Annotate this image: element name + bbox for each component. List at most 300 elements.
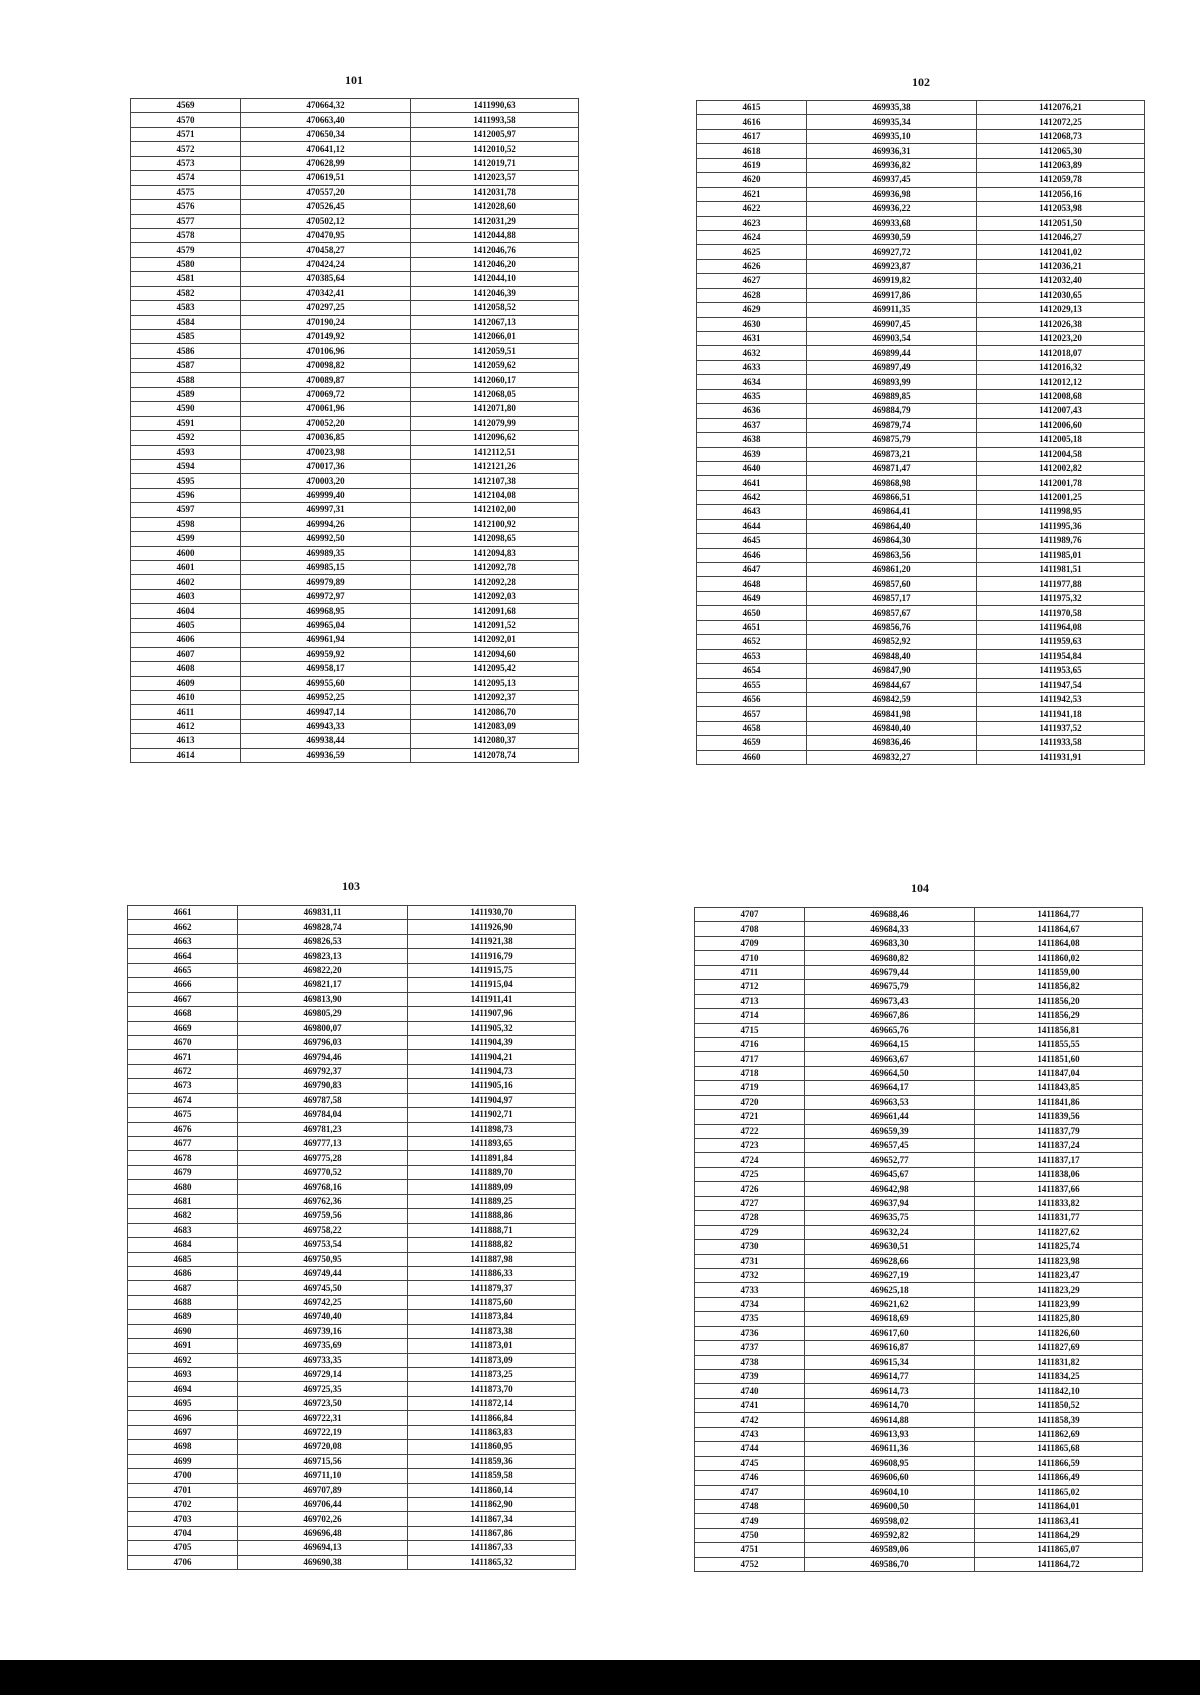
point-number-cell: 4610 (131, 690, 241, 704)
table-row (131, 228, 579, 242)
table-row (695, 1268, 1143, 1282)
y-coordinate-cell: 1411904,97 (408, 1093, 576, 1107)
point-number-cell: 4685 (128, 1252, 238, 1266)
point-number-cell: 4607 (131, 647, 241, 661)
point-number-cell: 4636 (697, 404, 807, 418)
point-number-cell: 4638 (697, 433, 807, 447)
table-row (128, 920, 576, 934)
point-number-cell: 4621 (697, 187, 807, 201)
table-row (128, 1324, 576, 1338)
y-coordinate-cell: 1411865,07 (975, 1543, 1143, 1557)
x-coordinate-cell: 469777,13 (238, 1137, 408, 1151)
point-number-cell: 4652 (697, 635, 807, 649)
y-coordinate-cell: 1411872,14 (408, 1396, 576, 1410)
table-row (697, 303, 1145, 317)
point-number-cell: 4590 (131, 402, 241, 416)
point-number-cell: 4711 (695, 965, 805, 979)
table-row (695, 1442, 1143, 1456)
y-coordinate-cell: 1411860,14 (408, 1483, 576, 1497)
y-coordinate-cell: 1411889,70 (408, 1165, 576, 1179)
x-coordinate-cell: 469770,52 (238, 1165, 408, 1179)
x-coordinate-cell: 469723,50 (238, 1396, 408, 1410)
point-number-cell: 4734 (695, 1297, 805, 1311)
point-number-cell: 4611 (131, 705, 241, 719)
table-row (128, 1238, 576, 1252)
table-row (695, 1066, 1143, 1080)
x-coordinate-cell: 469784,04 (238, 1108, 408, 1122)
x-coordinate-cell: 469935,38 (807, 101, 977, 115)
x-coordinate-cell: 470149,92 (241, 330, 411, 344)
table-row (697, 389, 1145, 403)
table-row (128, 949, 576, 963)
y-coordinate-cell: 1411864,29 (975, 1528, 1143, 1542)
point-number-cell: 4709 (695, 936, 805, 950)
table-row (131, 416, 579, 430)
point-number-cell: 4674 (128, 1093, 238, 1107)
y-coordinate-cell: 1411915,75 (408, 963, 576, 977)
x-coordinate-cell: 469999,40 (241, 488, 411, 502)
table-row (695, 1499, 1143, 1513)
x-coordinate-cell: 469663,67 (805, 1052, 975, 1066)
y-coordinate-cell: 1411831,82 (975, 1355, 1143, 1369)
y-coordinate-cell: 1411865,32 (408, 1555, 576, 1569)
x-coordinate-cell: 469759,56 (238, 1209, 408, 1223)
y-coordinate-cell: 1412102,00 (411, 503, 579, 517)
table-row (131, 373, 579, 387)
x-coordinate-cell: 469635,75 (805, 1211, 975, 1225)
x-coordinate-cell: 469826,53 (238, 934, 408, 948)
point-number-cell: 4574 (131, 171, 241, 185)
point-number-cell: 4577 (131, 214, 241, 228)
point-number-cell: 4667 (128, 992, 238, 1006)
y-coordinate-cell: 1411839,56 (975, 1110, 1143, 1124)
point-number-cell: 4656 (697, 692, 807, 706)
x-coordinate-cell: 470190,24 (241, 315, 411, 329)
x-coordinate-cell: 469684,33 (805, 922, 975, 936)
x-coordinate-cell: 469664,50 (805, 1066, 975, 1080)
point-number-cell: 4751 (695, 1543, 805, 1557)
y-coordinate-cell: 1412063,89 (977, 158, 1145, 172)
x-coordinate-cell: 469600,50 (805, 1499, 975, 1513)
y-coordinate-cell: 1412098,65 (411, 532, 579, 546)
table-row (695, 922, 1143, 936)
y-coordinate-cell: 1411867,86 (408, 1526, 576, 1540)
x-coordinate-cell: 469614,77 (805, 1370, 975, 1384)
point-number-cell: 4698 (128, 1440, 238, 1454)
table-row (128, 992, 576, 1006)
point-number-cell: 4647 (697, 563, 807, 577)
table-row (128, 1079, 576, 1093)
table-row (128, 1483, 576, 1497)
table-row (131, 575, 579, 589)
x-coordinate-cell: 469675,79 (805, 980, 975, 994)
x-coordinate-cell: 469664,17 (805, 1081, 975, 1095)
point-number-cell: 4602 (131, 575, 241, 589)
x-coordinate-cell: 469679,44 (805, 965, 975, 979)
y-coordinate-cell: 1411850,52 (975, 1398, 1143, 1412)
point-number-cell: 4623 (697, 216, 807, 230)
table-row (695, 1196, 1143, 1210)
x-coordinate-cell: 469702,26 (238, 1512, 408, 1526)
x-coordinate-cell: 469930,59 (807, 230, 977, 244)
table-row (131, 142, 579, 156)
y-coordinate-cell: 1412041,02 (977, 245, 1145, 259)
table-row (697, 216, 1145, 230)
table-row (131, 690, 579, 704)
x-coordinate-cell: 469617,60 (805, 1326, 975, 1340)
table-row (131, 257, 579, 271)
y-coordinate-cell: 1412072,25 (977, 115, 1145, 129)
y-coordinate-cell: 1411941,18 (977, 707, 1145, 721)
point-number-cell: 4624 (697, 230, 807, 244)
x-coordinate-cell: 470650,34 (241, 127, 411, 141)
x-coordinate-cell: 469659,39 (805, 1124, 975, 1138)
table-row (697, 129, 1145, 143)
table-row (697, 577, 1145, 591)
table-row (697, 332, 1145, 346)
y-coordinate-cell: 1411862,69 (975, 1427, 1143, 1441)
x-coordinate-cell: 470017,36 (241, 459, 411, 473)
table-row (697, 360, 1145, 374)
y-coordinate-cell: 1411825,74 (975, 1240, 1143, 1254)
x-coordinate-cell: 469997,31 (241, 503, 411, 517)
x-coordinate-cell: 469889,85 (807, 389, 977, 403)
x-coordinate-cell: 470502,12 (241, 214, 411, 228)
point-number-cell: 4737 (695, 1341, 805, 1355)
table-row (695, 1384, 1143, 1398)
y-coordinate-cell: 1411889,25 (408, 1194, 576, 1208)
point-number-cell: 4729 (695, 1225, 805, 1239)
point-number-cell: 4569 (131, 99, 241, 113)
table-row (128, 1382, 576, 1396)
x-coordinate-cell: 470424,24 (241, 257, 411, 271)
point-number-cell: 4635 (697, 389, 807, 403)
x-coordinate-cell: 469627,19 (805, 1268, 975, 1282)
y-coordinate-cell: 1412092,78 (411, 561, 579, 575)
table-row (695, 908, 1143, 922)
point-number-cell: 4666 (128, 978, 238, 992)
y-coordinate-cell: 1412012,12 (977, 375, 1145, 389)
x-coordinate-cell: 469637,94 (805, 1196, 975, 1210)
point-number-cell: 4740 (695, 1384, 805, 1398)
point-number-cell: 4668 (128, 1007, 238, 1021)
y-coordinate-cell: 1412028,60 (411, 200, 579, 214)
y-coordinate-cell: 1412032,40 (977, 274, 1145, 288)
table-row (131, 171, 579, 185)
y-coordinate-cell: 1411862,90 (408, 1497, 576, 1511)
table-row (697, 635, 1145, 649)
table-row (695, 980, 1143, 994)
table-row (697, 433, 1145, 447)
x-coordinate-cell: 469792,37 (238, 1064, 408, 1078)
table-row (695, 1095, 1143, 1109)
table-row (697, 534, 1145, 548)
y-coordinate-cell: 1412121,26 (411, 459, 579, 473)
point-number-cell: 4665 (128, 963, 238, 977)
x-coordinate-cell: 469863,56 (807, 548, 977, 562)
table-row (131, 431, 579, 445)
y-coordinate-cell: 1412051,50 (977, 216, 1145, 230)
x-coordinate-cell: 469680,82 (805, 951, 975, 965)
point-number-cell: 4684 (128, 1238, 238, 1252)
y-coordinate-cell: 1412092,37 (411, 690, 579, 704)
point-number-cell: 4573 (131, 156, 241, 170)
point-number-cell: 4741 (695, 1398, 805, 1412)
y-coordinate-cell: 1412092,01 (411, 633, 579, 647)
point-number-cell: 4712 (695, 980, 805, 994)
table-row (697, 476, 1145, 490)
table-row (131, 503, 579, 517)
y-coordinate-cell: 1411855,55 (975, 1037, 1143, 1051)
x-coordinate-cell: 470052,20 (241, 416, 411, 430)
point-number-cell: 4677 (128, 1137, 238, 1151)
y-coordinate-cell: 1411942,53 (977, 692, 1145, 706)
y-coordinate-cell: 1411977,88 (977, 577, 1145, 591)
x-coordinate-cell: 470023,98 (241, 445, 411, 459)
point-number-cell: 4594 (131, 459, 241, 473)
point-number-cell: 4606 (131, 633, 241, 647)
y-coordinate-cell: 1411893,65 (408, 1137, 576, 1151)
point-number-cell: 4726 (695, 1182, 805, 1196)
y-coordinate-cell: 1411911,41 (408, 992, 576, 1006)
x-coordinate-cell: 469742,25 (238, 1295, 408, 1309)
table-row (128, 1281, 576, 1295)
point-number-cell: 4597 (131, 503, 241, 517)
point-number-cell: 4675 (128, 1108, 238, 1122)
table-row (128, 1122, 576, 1136)
point-number-cell: 4600 (131, 546, 241, 560)
table-row (131, 589, 579, 603)
x-coordinate-cell: 469739,16 (238, 1324, 408, 1338)
table-row (128, 1050, 576, 1064)
point-number-cell: 4591 (131, 416, 241, 430)
y-coordinate-cell: 1412001,25 (977, 490, 1145, 504)
point-number-cell: 4724 (695, 1153, 805, 1167)
y-coordinate-cell: 1412053,98 (977, 202, 1145, 216)
table-row (695, 1355, 1143, 1369)
table-row (131, 459, 579, 473)
x-coordinate-cell: 469745,50 (238, 1281, 408, 1295)
x-coordinate-cell: 469616,87 (805, 1341, 975, 1355)
x-coordinate-cell: 469621,62 (805, 1297, 975, 1311)
table-row (131, 301, 579, 315)
x-coordinate-cell: 469733,35 (238, 1353, 408, 1367)
y-coordinate-cell: 1412078,74 (411, 748, 579, 762)
table-row (695, 1254, 1143, 1268)
y-coordinate-cell: 1411954,84 (977, 649, 1145, 663)
scan-border-band (0, 1660, 1200, 1695)
x-coordinate-cell: 469935,34 (807, 115, 977, 129)
x-coordinate-cell: 469822,20 (238, 963, 408, 977)
point-number-cell: 4653 (697, 649, 807, 663)
table-row (695, 1052, 1143, 1066)
x-coordinate-cell: 469725,35 (238, 1382, 408, 1396)
point-number-cell: 4659 (697, 736, 807, 750)
point-number-cell: 4732 (695, 1268, 805, 1282)
y-coordinate-cell: 1412002,82 (977, 461, 1145, 475)
point-number-cell: 4721 (695, 1110, 805, 1124)
x-coordinate-cell: 469979,89 (241, 575, 411, 589)
y-coordinate-cell: 1412008,68 (977, 389, 1145, 403)
x-coordinate-cell: 469667,86 (805, 1009, 975, 1023)
point-number-cell: 4627 (697, 274, 807, 288)
x-coordinate-cell: 469873,21 (807, 447, 977, 461)
x-coordinate-cell: 469959,92 (241, 647, 411, 661)
point-number-cell: 4703 (128, 1512, 238, 1526)
y-coordinate-cell: 1412059,78 (977, 173, 1145, 187)
point-number-cell: 4682 (128, 1209, 238, 1223)
x-coordinate-cell: 469994,26 (241, 517, 411, 531)
x-coordinate-cell: 469852,92 (807, 635, 977, 649)
y-coordinate-cell: 1411865,02 (975, 1485, 1143, 1499)
point-number-cell: 4714 (695, 1009, 805, 1023)
y-coordinate-cell: 1412076,21 (977, 101, 1145, 115)
x-coordinate-cell: 469800,07 (238, 1021, 408, 1035)
page-number-102: 102 (912, 75, 930, 89)
point-number-cell: 4576 (131, 200, 241, 214)
table-row (131, 214, 579, 228)
point-number-cell: 4655 (697, 678, 807, 692)
y-coordinate-cell: 1412023,57 (411, 171, 579, 185)
point-number-cell: 4626 (697, 259, 807, 273)
point-number-cell: 4587 (131, 358, 241, 372)
table-row (131, 127, 579, 141)
table-row (128, 1180, 576, 1194)
point-number-cell: 4612 (131, 719, 241, 733)
x-coordinate-cell: 470619,51 (241, 171, 411, 185)
point-number-cell: 4570 (131, 113, 241, 127)
y-coordinate-cell: 1412019,71 (411, 156, 579, 170)
y-coordinate-cell: 1411873,09 (408, 1353, 576, 1367)
page-number-101: 101 (345, 73, 363, 87)
table-row (695, 951, 1143, 965)
point-number-cell: 4722 (695, 1124, 805, 1138)
point-number-cell: 4669 (128, 1021, 238, 1035)
x-coordinate-cell: 470664,32 (241, 99, 411, 113)
x-coordinate-cell: 469936,31 (807, 144, 977, 158)
point-number-cell: 4694 (128, 1382, 238, 1396)
y-coordinate-cell: 1412092,03 (411, 589, 579, 603)
table-row (697, 736, 1145, 750)
point-number-cell: 4728 (695, 1211, 805, 1225)
x-coordinate-cell: 469936,98 (807, 187, 977, 201)
x-coordinate-cell: 469611,36 (805, 1442, 975, 1456)
y-coordinate-cell: 1412058,52 (411, 301, 579, 315)
point-number-cell: 4680 (128, 1180, 238, 1194)
point-number-cell: 4695 (128, 1396, 238, 1410)
point-number-cell: 4731 (695, 1254, 805, 1268)
x-coordinate-cell: 469856,76 (807, 620, 977, 634)
point-number-cell: 4639 (697, 447, 807, 461)
y-coordinate-cell: 1411959,63 (977, 635, 1145, 649)
y-coordinate-cell: 1411933,58 (977, 736, 1145, 750)
x-coordinate-cell: 469598,02 (805, 1514, 975, 1528)
table-row (695, 1139, 1143, 1153)
point-number-cell: 4641 (697, 476, 807, 490)
y-coordinate-cell: 1412091,68 (411, 604, 579, 618)
point-number-cell: 4707 (695, 908, 805, 922)
y-coordinate-cell: 1411947,54 (977, 678, 1145, 692)
table-row (695, 1326, 1143, 1340)
point-number-cell: 4599 (131, 532, 241, 546)
point-number-cell: 4615 (697, 101, 807, 115)
y-coordinate-cell: 1411851,60 (975, 1052, 1143, 1066)
table-row (131, 156, 579, 170)
table-row (697, 750, 1145, 764)
x-coordinate-cell: 469927,72 (807, 245, 977, 259)
y-coordinate-cell: 1411916,79 (408, 949, 576, 963)
x-coordinate-cell: 469642,98 (805, 1182, 975, 1196)
table-row (131, 387, 579, 401)
x-coordinate-cell: 469657,45 (805, 1139, 975, 1153)
point-number-cell: 4657 (697, 707, 807, 721)
table-row (697, 115, 1145, 129)
coordinates-table-103 (127, 905, 576, 1570)
point-number-cell: 4640 (697, 461, 807, 475)
table-row (128, 1266, 576, 1280)
table-row (128, 1035, 576, 1049)
x-coordinate-cell: 469618,69 (805, 1312, 975, 1326)
x-coordinate-cell: 469943,33 (241, 719, 411, 733)
table-row (131, 517, 579, 531)
point-number-cell: 4578 (131, 228, 241, 242)
y-coordinate-cell: 1412096,62 (411, 431, 579, 445)
x-coordinate-cell: 469832,27 (807, 750, 977, 764)
point-number-cell: 4605 (131, 618, 241, 632)
point-number-cell: 4654 (697, 664, 807, 678)
x-coordinate-cell: 470458,27 (241, 243, 411, 257)
y-coordinate-cell: 1412001,78 (977, 476, 1145, 490)
x-coordinate-cell: 469989,35 (241, 546, 411, 560)
y-coordinate-cell: 1411887,98 (408, 1252, 576, 1266)
y-coordinate-cell: 1411873,70 (408, 1382, 576, 1396)
y-coordinate-cell: 1411866,84 (408, 1411, 576, 1425)
y-coordinate-cell: 1411856,20 (975, 994, 1143, 1008)
point-number-cell: 4720 (695, 1095, 805, 1109)
table-row (128, 1541, 576, 1555)
table-row (128, 1252, 576, 1266)
point-number-cell: 4579 (131, 243, 241, 257)
table-row (131, 200, 579, 214)
y-coordinate-cell: 1411990,63 (411, 99, 579, 113)
x-coordinate-cell: 469857,67 (807, 606, 977, 620)
table-row (697, 187, 1145, 201)
x-coordinate-cell: 469663,53 (805, 1095, 975, 1109)
x-coordinate-cell: 469992,50 (241, 532, 411, 546)
x-coordinate-cell: 469841,98 (807, 707, 977, 721)
y-coordinate-cell: 1412059,51 (411, 344, 579, 358)
table-row (695, 1514, 1143, 1528)
x-coordinate-cell: 469828,74 (238, 920, 408, 934)
x-coordinate-cell: 469879,74 (807, 418, 977, 432)
x-coordinate-cell: 469919,82 (807, 274, 977, 288)
x-coordinate-cell: 469805,29 (238, 1007, 408, 1021)
table-row (695, 1528, 1143, 1542)
point-number-cell: 4649 (697, 591, 807, 605)
y-coordinate-cell: 1412095,13 (411, 676, 579, 690)
point-number-cell: 4604 (131, 604, 241, 618)
table-row (697, 418, 1145, 432)
point-number-cell: 4586 (131, 344, 241, 358)
table-row (131, 604, 579, 618)
y-coordinate-cell: 1411902,71 (408, 1108, 576, 1122)
table-row (695, 1456, 1143, 1470)
x-coordinate-cell: 470342,41 (241, 286, 411, 300)
table-row (131, 344, 579, 358)
y-coordinate-cell: 1412091,52 (411, 618, 579, 632)
point-number-cell: 4592 (131, 431, 241, 445)
table-row (128, 1339, 576, 1353)
